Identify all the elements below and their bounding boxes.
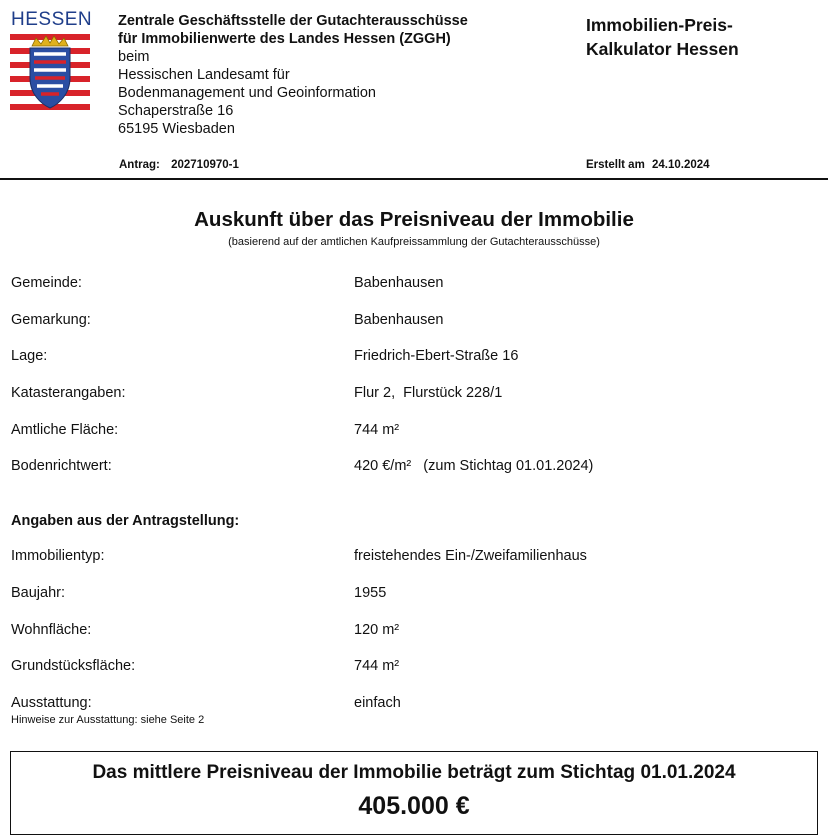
- result-price: 405.000 €: [358, 792, 470, 820]
- org-street: Schaperstraße 16: [118, 103, 234, 119]
- label-grundstuecksflaeche: Grundstücksfläche:: [11, 658, 136, 674]
- org-name-line1: Zentrale Geschäftsstelle der Gutachterausschüsse: [118, 13, 468, 29]
- label-amtliche-flaeche: Amtliche Fläche:: [11, 422, 119, 438]
- label-bodenrichtwert: Bodenrichtwert:: [11, 458, 112, 474]
- value-kataster: Flur 2, Flurstück 228/1: [354, 385, 503, 401]
- label-wohnflaeche: Wohnfläche:: [11, 622, 92, 638]
- org-line4: Hessischen Landesamt für: [118, 67, 290, 83]
- value-grundstuecksflaeche: 744 m²: [354, 658, 400, 674]
- result-text: Das mittlere Preisniveau der Immobilie beträgt zum Stichtag 01.01.2024: [92, 762, 736, 783]
- org-line3: beim: [118, 49, 150, 65]
- value-immobilientyp: freistehendes Ein-/Zweifamilienhaus: [354, 548, 587, 564]
- value-ausstattung: einfach: [354, 695, 401, 711]
- brand-wordmark: HESSEN: [11, 9, 93, 30]
- org-line5: Bodenmanagement und Geoinformation: [118, 85, 376, 101]
- ausstattung-hint: Hinweise zur Ausstattung: siehe Seite 2: [11, 714, 205, 726]
- page-subtitle: (basierend auf der amtlichen Kaufpreissammlung der Gutachterausschüsse): [228, 236, 600, 248]
- page-title: Auskunft über das Preisniveau der Immobilie: [194, 208, 634, 231]
- value-wohnflaeche: 120 m²: [354, 622, 400, 638]
- value-baujahr: 1955: [354, 585, 387, 601]
- app-title: [586, 13, 739, 61]
- value-bodenrichtwert: 420 €/m² (zum Stichtag 01.01.2024): [354, 458, 594, 474]
- created-label: Erstellt am: [586, 159, 645, 171]
- created-date: 24.10.2024: [652, 159, 710, 171]
- value-gemeinde: Babenhausen: [354, 275, 444, 291]
- org-city: 65195 Wiesbaden: [118, 121, 235, 137]
- value-lage: Friedrich-Ebert-Straße 16: [354, 348, 519, 364]
- label-immobilientyp: Immobilientyp:: [11, 548, 105, 564]
- label-gemarkung: Gemarkung:: [11, 312, 91, 328]
- section-application-title: Angaben aus der Antragstellung:: [11, 513, 240, 529]
- value-amtliche-flaeche: 744 m²: [354, 422, 400, 438]
- label-kataster: Katasterangaben:: [11, 385, 126, 401]
- label-gemeinde: Gemeinde:: [11, 275, 82, 291]
- hessen-crest-icon: [10, 32, 90, 114]
- org-name-line2: für Immobilienwerte des Landes Hessen (ZGGH): [118, 31, 451, 47]
- antrag-label: Antrag:: [119, 159, 160, 171]
- result-box: [10, 751, 818, 835]
- created-info: [586, 159, 710, 171]
- antrag-info: [119, 159, 239, 171]
- value-gemarkung: Babenhausen: [354, 312, 444, 328]
- antrag-number: 202710970-1: [171, 159, 239, 171]
- app-title-line2: Kalkulator Hessen: [586, 39, 739, 59]
- label-lage: Lage:: [11, 348, 48, 364]
- label-baujahr: Baujahr:: [11, 585, 66, 601]
- organization-address: [118, 12, 468, 138]
- app-title-line1: Immobilien-Preis-: [586, 15, 733, 35]
- header-divider: [0, 178, 828, 180]
- label-ausstattung: Ausstattung:: [11, 695, 92, 711]
